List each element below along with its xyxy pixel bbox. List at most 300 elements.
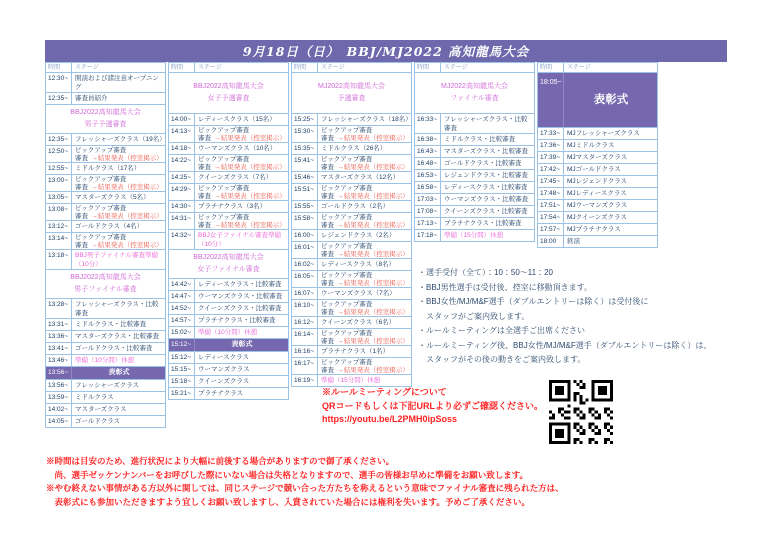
pickup-judge-label: 審査 — [198, 134, 211, 142]
schedule-row — [538, 127, 657, 139]
time-cell: 14:30~ — [169, 201, 195, 212]
break-row — [415, 229, 534, 241]
time-cell: 15:02~ — [169, 327, 195, 338]
section-header-row — [169, 72, 288, 113]
time-cell: 12:50~ — [46, 146, 72, 162]
section-title-line: BBJ2022高知龍馬大会 — [70, 274, 141, 281]
time-cell: 14:18~ — [169, 143, 195, 154]
schedule-row — [292, 200, 411, 212]
stage-label: レディースクラス（15名） — [198, 116, 276, 123]
time-cell: 14:47~ — [169, 291, 195, 302]
schedule-row — [46, 403, 165, 415]
schedule-row — [46, 391, 165, 403]
stage-label: MJレジェンドクラス — [567, 178, 628, 185]
pickup-label — [318, 271, 411, 287]
time-cell: 16:38~ — [415, 134, 441, 145]
time-cell: 17:03~ — [415, 194, 441, 205]
break-row — [46, 354, 165, 366]
section-header — [169, 73, 288, 113]
pickup-result-note: →結果発表（控室掲示） — [91, 183, 163, 191]
schedule-row — [415, 157, 534, 169]
pickup-line2 — [75, 213, 163, 221]
note-line: スタッフがその後の動きをご案内致します。 — [418, 355, 586, 364]
schedule-row — [415, 133, 534, 145]
time-cell: 17:33~ — [538, 128, 564, 139]
pickup-line1: ピックアップ審査 — [75, 205, 127, 212]
pickup-label — [195, 126, 288, 142]
pickup-line2 — [321, 280, 409, 288]
section-header-row — [292, 72, 411, 113]
time-cell: 15:35~ — [292, 143, 318, 154]
pickup-judge-label: 審査 — [198, 221, 211, 229]
warning-line: ※時間は目安のため、進行状況により大幅に前後する場合がありますので御了承ください。 — [46, 456, 395, 466]
schedule-row — [46, 72, 165, 92]
schedule-row — [169, 200, 288, 212]
time-cell: 16:14~ — [292, 329, 318, 345]
schedule-row — [538, 151, 657, 163]
stage-label: ゴールドクラス・比較審査 — [75, 345, 153, 352]
pickup-line2 — [321, 222, 409, 230]
section-header — [169, 250, 288, 278]
stage-header: ステージ — [321, 65, 345, 71]
schedule-row — [538, 175, 657, 187]
warning-line: 表彰式にも参加いただきますよう宜しくお願い致しますし、入賞されていた場合には権利を失います。予めご了承ください。 — [46, 496, 530, 507]
time-cell: 13:46~ — [46, 355, 72, 366]
schedule-row — [292, 345, 411, 357]
warning-line: 尚、選手ゼッケンナンバーをお呼びした際にいない場合は失格となりますので、選手の皆様お早めに準備をお願い致します。 — [46, 469, 529, 480]
stage-label: ゴールドクラス（2名） — [321, 203, 390, 210]
stage-label: MJフレッシャーズクラス — [567, 130, 640, 137]
bottom-warnings — [46, 455, 564, 509]
pickup-judge-label: 審査 — [198, 163, 211, 171]
schedule-row — [46, 318, 165, 330]
time-cell: 15:21~ — [169, 388, 195, 399]
section-subtitle-line: 男子ファイナル審査 — [74, 286, 137, 293]
schedule-row — [46, 133, 165, 145]
stage-label: クイーンズクラス — [198, 378, 250, 385]
schedule-column-5 — [537, 62, 658, 248]
stage-label: MJレディースクラス — [567, 190, 627, 197]
schedule-row — [46, 379, 165, 391]
section-subtitle-line: 男子予選審査 — [84, 121, 127, 128]
time-header: 時間 — [169, 63, 195, 72]
time-cell: 17:36~ — [538, 140, 564, 151]
time-cell: 17:42~ — [538, 164, 564, 175]
schedule-row — [415, 145, 534, 157]
schedule-row — [46, 220, 165, 232]
time-cell: 14:32~ — [169, 230, 195, 249]
stage-label: ウーマンズクラス（7名） — [321, 290, 396, 297]
stage-label: 準備（15分間）休憩 — [444, 232, 504, 239]
stage-label: ミドルクラス — [75, 394, 114, 401]
pickup-judging-row — [292, 183, 411, 200]
note-line: スタッフがご案内致します。 — [418, 311, 530, 321]
time-cell: 15:25~ — [292, 114, 318, 125]
pickup-label — [318, 126, 411, 142]
pickup-label — [195, 155, 288, 171]
schedule-row — [538, 211, 657, 223]
stage-label: 準備（15分間）休憩 — [321, 377, 381, 384]
pickup-line1: ピックアップ審査 — [198, 214, 250, 221]
pickup-label — [318, 213, 411, 229]
pickup-line2 — [321, 193, 409, 201]
time-cell: 13:14~ — [46, 233, 72, 249]
pickup-line2 — [321, 367, 409, 375]
pickup-line1: ピックアップ審査 — [321, 330, 373, 337]
pickup-result-note: →結果発表（控室掲示） — [337, 308, 409, 316]
time-cell: 16:53~ — [415, 170, 441, 181]
stage-label: プラチナクラス・比較審査 — [444, 220, 522, 227]
stage-label: クイーンズクラス・比較審査 — [198, 305, 282, 312]
schedule-row — [292, 142, 411, 154]
stage-label: フレッシャーズクラス — [75, 382, 140, 389]
time-cell: 15:41~ — [292, 155, 318, 171]
schedule-row — [46, 92, 165, 104]
pickup-judging-row — [292, 299, 411, 316]
time-cell: 16:33~ — [415, 114, 441, 133]
time-cell: 14:42~ — [169, 279, 195, 290]
schedule-row — [46, 342, 165, 354]
awards-ceremony-row — [538, 72, 657, 127]
schedule-row — [292, 113, 411, 125]
stage-label: MJウーマンズクラス — [567, 202, 628, 209]
schedule-row — [169, 278, 288, 290]
stage-label: ミドルクラス・比較審査 — [444, 136, 516, 143]
pickup-result-note: →結果発表（控室掲示） — [337, 366, 409, 374]
rule-meeting-note — [322, 386, 543, 427]
pickup-line1: ピックアップ審査 — [75, 176, 127, 183]
time-cell: 17:57~ — [538, 224, 564, 235]
pickup-line2 — [321, 338, 409, 346]
time-cell: 14:02~ — [46, 404, 72, 415]
pickup-line1: ピックアップ審査 — [321, 359, 373, 366]
pickup-judging-row — [169, 212, 288, 229]
schedule-row — [169, 302, 288, 314]
rule-meeting-title: ※ルールミーティングについて — [322, 387, 447, 397]
stage-label: 終演 — [567, 238, 580, 245]
time-cell: 16:12~ — [292, 317, 318, 328]
section-header-row — [46, 104, 165, 133]
section-header-row — [46, 269, 165, 298]
stage-label: 準備（10分間）休憩 — [198, 329, 258, 336]
awards-ceremony-row — [169, 338, 288, 351]
pickup-result-note: →結果発表（控室掲示） — [91, 154, 163, 162]
pickup-line1: ピックアップ審査 — [321, 185, 373, 192]
pickup-judge-label: 審査 — [75, 154, 88, 162]
pickup-judging-row — [292, 241, 411, 258]
time-cell: 16:00~ — [292, 230, 318, 241]
awards-ceremony-label: 表彰式 — [593, 94, 629, 106]
stage-label: ミドルクラス・比較審査 — [75, 321, 147, 328]
pickup-line2 — [198, 135, 286, 143]
pickup-line2 — [75, 155, 163, 163]
stage-header: ステージ — [198, 65, 222, 71]
stage-label: MJプラチナクラス — [567, 226, 621, 233]
pickup-label — [72, 204, 165, 220]
pickup-judging-row — [46, 174, 165, 191]
pickup-judge-label: 審査 — [321, 366, 334, 374]
schedule-row — [415, 169, 534, 181]
stage-label: クイーンズクラス・比較審査 — [444, 208, 528, 215]
stage-label: MJミドルクラス — [567, 142, 615, 149]
time-cell: 17:54~ — [538, 212, 564, 223]
stage-label: クイーンズクラス（7名） — [198, 174, 273, 181]
stage-header: ステージ — [567, 65, 591, 71]
pickup-result-note: →結果発表（控室掲示） — [337, 337, 409, 345]
stage-label: MJゴールドクラス — [567, 166, 621, 173]
schedule-row — [415, 181, 534, 193]
section-subtitle-line: 女子予選審査 — [207, 95, 250, 102]
time-cell: 15:58~ — [292, 213, 318, 229]
stage-label: ウーマンズクラス・比較審査 — [198, 293, 283, 300]
section-header — [292, 73, 411, 113]
pickup-judge-label: 審査 — [75, 183, 88, 191]
time-cell: 12:35~ — [46, 93, 72, 104]
stage-label: レジェンドクラス（2名） — [321, 232, 396, 239]
pickup-judging-row — [169, 183, 288, 200]
pickup-judge-label: 審査 — [321, 134, 334, 142]
pickup-judge-label: 審査 — [321, 308, 334, 316]
stage-label: マスターズクラス（5名） — [75, 194, 150, 201]
pickup-judging-row — [292, 212, 411, 229]
pickup-result-note: →結果発表（控室掲示） — [91, 241, 163, 249]
stage-label: マスターズクラス・比較審査 — [75, 333, 159, 340]
time-cell: 15:15~ — [169, 364, 195, 375]
pickup-judging-row — [292, 270, 411, 287]
time-cell: 13:56~ — [46, 380, 72, 391]
pickup-line1: ピックアップ審査 — [321, 301, 373, 308]
pickup-label — [318, 242, 411, 258]
schedule-row — [292, 287, 411, 299]
schedule-row — [169, 113, 288, 125]
time-cell: 13:18~ — [46, 250, 72, 269]
stage-label: ゴールドクラス — [75, 418, 121, 425]
pickup-judging-row — [292, 125, 411, 142]
general-notes — [418, 266, 754, 368]
time-cell: 14:25~ — [169, 172, 195, 183]
section-header — [46, 270, 165, 298]
time-cell: 12:30~ — [46, 73, 72, 92]
pickup-judging-row — [292, 357, 411, 374]
section-subtitle-line: 女子ファイナル審査 — [197, 266, 260, 273]
schedule-row — [169, 171, 288, 183]
stage-label: フレッシャーズクラス（18名） — [321, 116, 412, 123]
pickup-line2 — [75, 184, 163, 192]
schedule-row — [292, 258, 411, 270]
time-cell: 13:56~ — [46, 367, 72, 379]
pickup-judge-label: 審査 — [321, 250, 334, 258]
pickup-label — [72, 146, 165, 162]
schedule-row — [538, 223, 657, 235]
stage-label: プラチナクラス — [198, 390, 244, 397]
time-cell: 15:55~ — [292, 201, 318, 212]
schedule-row — [538, 235, 657, 247]
pickup-result-note: →結果発表（控室掲示） — [214, 163, 286, 171]
stage-label: ウーマンズクラス・比較審査 — [444, 196, 529, 203]
time-cell: 12:55~ — [46, 163, 72, 174]
pickup-line1: ピックアップ審査 — [321, 127, 373, 134]
section-title-line: BBJ2022高知龍馬大会 — [193, 83, 264, 90]
awards-ceremony-row — [46, 366, 165, 379]
time-cell: 16:43~ — [415, 146, 441, 157]
time-cell: 17:39~ — [538, 152, 564, 163]
time-cell: 13:28~ — [46, 299, 72, 318]
pickup-line2 — [198, 193, 286, 201]
pickup-judge-label: 審査 — [321, 192, 334, 200]
stage-label: レジェンドクラス・比較審査 — [444, 172, 528, 179]
stage-label: レディースクラス — [198, 354, 249, 361]
schedule-column-3 — [291, 62, 412, 387]
schedule-row — [46, 191, 165, 203]
stage-label: マスターズクラス（12名） — [321, 174, 400, 181]
awards-ceremony-label: 表彰式 — [108, 369, 130, 376]
note-line: ・BBJ女性/MJ/M&F選手（ダブルエントリーは除く）は受付後に — [418, 297, 649, 306]
pickup-label — [195, 184, 288, 200]
pickup-judge-label: 審査 — [321, 337, 334, 345]
section-subtitle-line: ファイナル審査 — [450, 95, 499, 102]
pickup-judge-label: 審査 — [321, 221, 334, 229]
pickup-line2 — [75, 242, 163, 250]
section-header-row — [169, 249, 288, 278]
schedule-row — [169, 363, 288, 375]
schedule-row — [292, 229, 411, 241]
section-title-line: BBJ2022高知龍馬大会 — [70, 109, 141, 116]
pickup-judging-row — [292, 328, 411, 345]
break-row — [292, 374, 411, 386]
stage-label: レディースクラス・比較審査 — [198, 281, 282, 288]
section-subtitle-line: 予選審査 — [337, 95, 366, 102]
time-cell: 17:08~ — [415, 206, 441, 217]
time-header: 時間 — [46, 63, 72, 72]
time-cell: 13:36~ — [46, 331, 72, 342]
time-cell: 13:12~ — [46, 221, 72, 232]
time-cell: 16:10~ — [292, 300, 318, 316]
time-cell: 14:00~ — [169, 114, 195, 125]
section-title-line: MJ2022高知龍馬大会 — [441, 83, 508, 90]
stage-label: プラチナクラス（3名） — [198, 203, 267, 210]
pickup-judging-row — [292, 154, 411, 171]
stage-label: BBJ女子ファイナル審査準備（10分） — [198, 232, 281, 248]
schedule-row — [169, 387, 288, 399]
pickup-label — [195, 213, 288, 229]
note-line: ・ルールミーティング後、BBJ女性/MJ/M&F選手（ダブルエントリーは除く）は、 — [418, 340, 712, 350]
time-cell: 16:19~ — [292, 375, 318, 386]
pickup-line1: ピックアップ審査 — [198, 127, 250, 134]
break-row — [169, 229, 288, 249]
note-line: ・選手受付（全て）：10：50～11：20 — [418, 268, 553, 277]
stage-label: 審査員紹介 — [75, 95, 108, 102]
pickup-label — [318, 184, 411, 200]
column-header-row — [292, 63, 411, 72]
pickup-line2 — [198, 164, 286, 172]
pickup-result-note: →結果発表（控室掲示） — [337, 134, 409, 142]
pickup-judging-row — [169, 125, 288, 142]
pickup-line1: ピックアップ審査 — [75, 147, 127, 154]
stage-label: ゴールドクラス（4名） — [75, 223, 144, 230]
schedule-row — [169, 351, 288, 363]
pickup-judge-label: 審査 — [321, 163, 334, 171]
pickup-label — [72, 233, 165, 249]
pickup-judging-row — [46, 232, 165, 249]
pickup-result-note: →結果発表（控室掲示） — [214, 192, 286, 200]
time-cell: 13:41~ — [46, 343, 72, 354]
time-cell: 16:07~ — [292, 288, 318, 299]
schedule-row — [538, 199, 657, 211]
schedule-row — [538, 163, 657, 175]
pickup-result-note: →結果発表（控室掲示） — [337, 250, 409, 258]
section-header-row — [415, 72, 534, 113]
stage-label: レディースクラス（8名） — [321, 261, 396, 268]
stage-label: ミドルクラス（17名） — [75, 165, 141, 172]
pickup-line1: ピックアップ審査 — [321, 156, 373, 163]
stage-label: フレッシャーズクラス・比較審査 — [444, 116, 528, 132]
pickup-line1: ピックアップ審査 — [321, 272, 373, 279]
pickup-judge-label: 審査 — [198, 192, 211, 200]
time-cell: 13:08~ — [46, 204, 72, 220]
rule-meeting-instruction: QRコードもしくは下記URLより必ずご確認ください。 — [322, 400, 543, 411]
pickup-label — [72, 175, 165, 191]
stage-label: フレッシャーズクラス（19名） — [75, 136, 166, 143]
time-cell: 12:35~ — [46, 134, 72, 145]
time-cell: 18:05~ — [538, 73, 564, 127]
time-cell: 17:48~ — [538, 188, 564, 199]
break-row — [46, 249, 165, 269]
column-header-row — [415, 63, 534, 72]
pickup-judge-label: 審査 — [75, 241, 88, 249]
section-title-line: BBJ2022高知龍馬大会 — [193, 254, 264, 261]
stage-label: BBJ男子ファイナル審査準備（10分） — [75, 252, 158, 268]
time-cell: 18:00 — [538, 236, 564, 247]
section-title-line: MJ2022高知龍馬大会 — [318, 83, 385, 90]
time-cell: 15:46~ — [292, 172, 318, 183]
rule-meeting-url[interactable]: https://youtu.be/L2PMH0ipSoss — [322, 414, 458, 424]
note-line: ・ルールミーティングは全選手ご出席ください — [418, 326, 586, 335]
time-header: 時間 — [292, 63, 318, 72]
schedule-row — [415, 217, 534, 229]
pickup-judge-label: 審査 — [75, 212, 88, 220]
stage-label: ミドルクラス（26名） — [321, 145, 387, 152]
stage-label: 開演および諸注意オープニング — [75, 75, 159, 91]
pickup-line2 — [321, 309, 409, 317]
time-cell: 13:31~ — [46, 319, 72, 330]
time-cell: 14:22~ — [169, 155, 195, 171]
schedule-row — [292, 171, 411, 183]
time-cell: 15:51~ — [292, 184, 318, 200]
time-cell: 17:13~ — [415, 218, 441, 229]
stage-header: ステージ — [75, 65, 99, 71]
time-cell: 15:12~ — [169, 339, 195, 351]
pickup-line1: ピックアップ審査 — [321, 243, 373, 250]
pickup-line1: ピックアップ審査 — [321, 214, 373, 221]
pickup-judging-row — [46, 203, 165, 220]
time-cell: 17:51~ — [538, 200, 564, 211]
time-header: 時間 — [538, 63, 564, 72]
stage-label: プラチナクラス（1名） — [321, 348, 390, 355]
time-cell: 16:01~ — [292, 242, 318, 258]
time-header: 時間 — [415, 63, 441, 72]
section-header — [46, 105, 165, 133]
pickup-line2 — [321, 251, 409, 259]
pickup-line2 — [321, 135, 409, 143]
schedule-row — [46, 298, 165, 318]
time-cell: 16:17~ — [292, 358, 318, 374]
awards-ceremony-label: 表彰式 — [231, 341, 253, 348]
column-header-row — [538, 63, 657, 72]
time-cell: 16:16~ — [292, 346, 318, 357]
stage-label: MJマスターズクラス — [567, 154, 628, 161]
pickup-result-note: →結果発表（控室掲示） — [337, 192, 409, 200]
pickup-result-note: →結果発表（控室掲示） — [91, 212, 163, 220]
